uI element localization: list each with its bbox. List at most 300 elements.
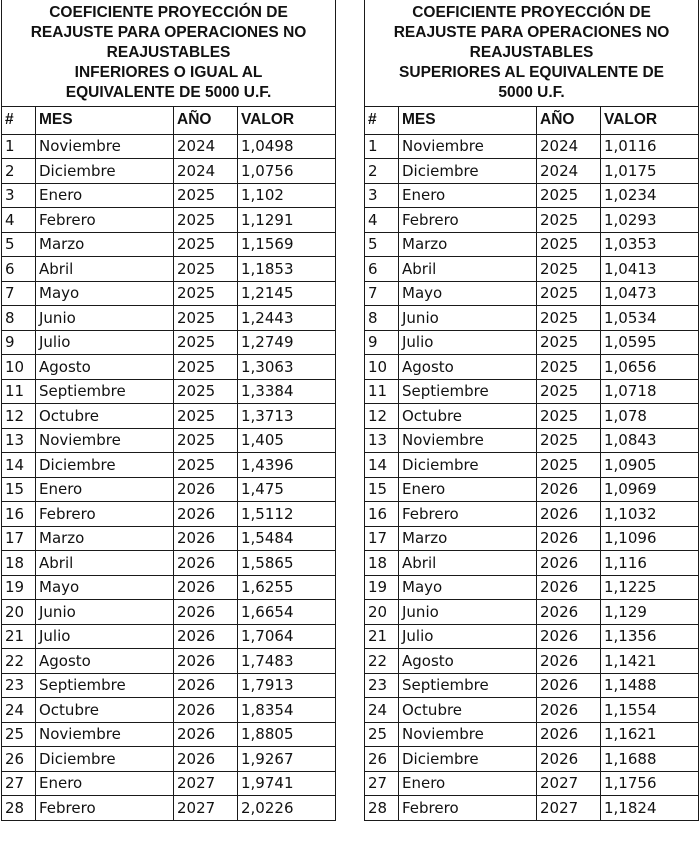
row-month: Diciembre bbox=[399, 747, 537, 772]
right-title-line: COEFICIENTE PROYECCIÓN DE bbox=[412, 3, 651, 21]
header-month: MES bbox=[36, 106, 174, 134]
row-month: Julio bbox=[399, 624, 537, 649]
row-value: 1,1756 bbox=[601, 771, 699, 796]
table-row bbox=[2, 159, 336, 184]
table-row bbox=[2, 355, 336, 380]
table-row bbox=[365, 257, 699, 282]
row-number: 15 bbox=[2, 477, 36, 502]
row-value: 1,2749 bbox=[238, 330, 336, 355]
row-year: 2025 bbox=[174, 404, 238, 429]
table-row bbox=[365, 183, 699, 208]
row-value: 1,0718 bbox=[601, 379, 699, 404]
row-month: Enero bbox=[399, 183, 537, 208]
row-value: 1,5865 bbox=[238, 551, 336, 576]
row-number: 19 bbox=[365, 575, 399, 600]
table-row bbox=[365, 379, 699, 404]
table-row bbox=[365, 134, 699, 159]
row-number: 24 bbox=[2, 698, 36, 723]
row-number: 5 bbox=[2, 232, 36, 257]
row-value: 1,7483 bbox=[238, 649, 336, 674]
row-month: Mayo bbox=[399, 281, 537, 306]
row-year: 2026 bbox=[537, 722, 601, 747]
row-number: 18 bbox=[365, 551, 399, 576]
row-year: 2025 bbox=[174, 257, 238, 282]
row-month: Abril bbox=[399, 257, 537, 282]
row-number: 23 bbox=[2, 673, 36, 698]
row-value: 1,6654 bbox=[238, 600, 336, 625]
row-year: 2026 bbox=[537, 526, 601, 551]
table-row bbox=[365, 526, 699, 551]
table-row bbox=[365, 771, 699, 796]
row-year: 2025 bbox=[174, 428, 238, 453]
left-table-title bbox=[2, 0, 336, 106]
row-value: 1,1225 bbox=[601, 575, 699, 600]
row-number: 8 bbox=[2, 306, 36, 331]
row-number: 28 bbox=[2, 796, 36, 821]
table-row bbox=[2, 796, 336, 821]
row-number: 26 bbox=[2, 747, 36, 772]
table-row bbox=[2, 698, 336, 723]
row-number: 24 bbox=[365, 698, 399, 723]
table-row bbox=[2, 673, 336, 698]
row-value: 1,1488 bbox=[601, 673, 699, 698]
row-year: 2026 bbox=[174, 722, 238, 747]
right-table-body bbox=[365, 134, 699, 820]
table-row bbox=[365, 698, 699, 723]
row-month: Febrero bbox=[36, 208, 174, 233]
row-number: 20 bbox=[365, 600, 399, 625]
row-number: 8 bbox=[365, 306, 399, 331]
table-row bbox=[365, 551, 699, 576]
row-month: Marzo bbox=[36, 232, 174, 257]
header-value: VALOR bbox=[601, 106, 699, 134]
row-year: 2025 bbox=[537, 257, 601, 282]
row-year: 2025 bbox=[537, 208, 601, 233]
row-value: 1,7913 bbox=[238, 673, 336, 698]
left-title-line: INFERIORES O IGUAL AL bbox=[74, 63, 263, 81]
row-number: 25 bbox=[365, 722, 399, 747]
table-row bbox=[2, 649, 336, 674]
table-row bbox=[2, 379, 336, 404]
row-number: 17 bbox=[2, 526, 36, 551]
table-row bbox=[365, 477, 699, 502]
table-row bbox=[365, 502, 699, 527]
row-month: Julio bbox=[399, 330, 537, 355]
row-number: 12 bbox=[365, 404, 399, 429]
row-month: Diciembre bbox=[36, 453, 174, 478]
row-month: Enero bbox=[36, 771, 174, 796]
row-value: 1,8354 bbox=[238, 698, 336, 723]
row-year: 2025 bbox=[174, 208, 238, 233]
row-year: 2026 bbox=[174, 673, 238, 698]
row-year: 2026 bbox=[537, 624, 601, 649]
row-month: Noviembre bbox=[36, 428, 174, 453]
row-year: 2025 bbox=[174, 330, 238, 355]
row-value: 1,0595 bbox=[601, 330, 699, 355]
row-value: 1,0534 bbox=[601, 306, 699, 331]
row-year: 2025 bbox=[537, 306, 601, 331]
row-year: 2024 bbox=[174, 134, 238, 159]
row-month: Octubre bbox=[36, 698, 174, 723]
row-month: Julio bbox=[36, 624, 174, 649]
row-month: Octubre bbox=[36, 404, 174, 429]
header-month: MES bbox=[399, 106, 537, 134]
row-year: 2025 bbox=[537, 379, 601, 404]
row-month: Abril bbox=[36, 257, 174, 282]
row-number: 7 bbox=[365, 281, 399, 306]
row-month: Abril bbox=[36, 551, 174, 576]
row-value: 1,0116 bbox=[601, 134, 699, 159]
row-month: Junio bbox=[36, 306, 174, 331]
row-month: Mayo bbox=[36, 575, 174, 600]
row-number: 9 bbox=[365, 330, 399, 355]
row-value: 1,0756 bbox=[238, 159, 336, 184]
row-value: 1,9267 bbox=[238, 747, 336, 772]
row-number: 3 bbox=[2, 183, 36, 208]
row-month: Octubre bbox=[399, 698, 537, 723]
row-value: 1,9741 bbox=[238, 771, 336, 796]
table-row bbox=[2, 575, 336, 600]
row-number: 22 bbox=[365, 649, 399, 674]
row-value: 1,405 bbox=[238, 428, 336, 453]
row-number: 7 bbox=[2, 281, 36, 306]
table-row bbox=[2, 453, 336, 478]
table-row bbox=[365, 649, 699, 674]
row-year: 2025 bbox=[537, 281, 601, 306]
row-number: 21 bbox=[365, 624, 399, 649]
row-value: 1,0473 bbox=[601, 281, 699, 306]
table-row bbox=[365, 232, 699, 257]
row-year: 2026 bbox=[537, 477, 601, 502]
left-title-line: REAJUSTABLES bbox=[106, 43, 231, 61]
row-month: Febrero bbox=[36, 796, 174, 821]
row-value: 1,1824 bbox=[601, 796, 699, 821]
row-number: 28 bbox=[365, 796, 399, 821]
table-row bbox=[2, 600, 336, 625]
row-year: 2025 bbox=[174, 281, 238, 306]
table-row bbox=[2, 428, 336, 453]
row-value: 1,5112 bbox=[238, 502, 336, 527]
row-value: 1,0656 bbox=[601, 355, 699, 380]
row-year: 2025 bbox=[174, 379, 238, 404]
table-row bbox=[365, 404, 699, 429]
left-title-line: EQUIVALENTE DE 5000 U.F. bbox=[65, 83, 272, 101]
table-row bbox=[365, 428, 699, 453]
row-month: Febrero bbox=[399, 796, 537, 821]
header-value: VALOR bbox=[238, 106, 336, 134]
table-row bbox=[2, 624, 336, 649]
row-year: 2026 bbox=[174, 747, 238, 772]
row-year: 2026 bbox=[537, 551, 601, 576]
table-row bbox=[2, 526, 336, 551]
row-year: 2025 bbox=[537, 330, 601, 355]
row-value: 1,1096 bbox=[601, 526, 699, 551]
row-year: 2025 bbox=[174, 232, 238, 257]
row-number: 11 bbox=[2, 379, 36, 404]
header-year: AÑO bbox=[174, 106, 238, 134]
row-number: 22 bbox=[2, 649, 36, 674]
right-coefficient-table bbox=[364, 0, 699, 821]
row-month: Enero bbox=[399, 477, 537, 502]
left-title-line: REAJUSTE PARA OPERACIONES NO bbox=[30, 23, 307, 41]
row-value: 1,3713 bbox=[238, 404, 336, 429]
row-value: 1,475 bbox=[238, 477, 336, 502]
row-year: 2026 bbox=[174, 502, 238, 527]
header-number: # bbox=[2, 106, 36, 134]
row-number: 27 bbox=[365, 771, 399, 796]
row-value: 1,1291 bbox=[238, 208, 336, 233]
row-year: 2025 bbox=[537, 428, 601, 453]
row-month: Enero bbox=[36, 183, 174, 208]
table-row bbox=[2, 330, 336, 355]
left-header-row bbox=[2, 106, 336, 134]
table-row bbox=[365, 747, 699, 772]
right-title-line: 5000 U.F. bbox=[498, 83, 565, 101]
row-month: Junio bbox=[36, 600, 174, 625]
row-year: 2025 bbox=[537, 355, 601, 380]
row-value: 1,2145 bbox=[238, 281, 336, 306]
table-row bbox=[365, 330, 699, 355]
row-month: Noviembre bbox=[36, 722, 174, 747]
row-value: 1,1569 bbox=[238, 232, 336, 257]
row-number: 10 bbox=[2, 355, 36, 380]
row-month: Agosto bbox=[36, 649, 174, 674]
table-row bbox=[2, 477, 336, 502]
row-value: 1,1421 bbox=[601, 649, 699, 674]
row-number: 18 bbox=[2, 551, 36, 576]
row-value: 1,0413 bbox=[601, 257, 699, 282]
row-value: 1,6255 bbox=[238, 575, 336, 600]
left-title-line: COEFICIENTE PROYECCIÓN DE bbox=[49, 3, 288, 21]
row-value: 1,0969 bbox=[601, 477, 699, 502]
row-year: 2027 bbox=[537, 771, 601, 796]
row-month: Mayo bbox=[36, 281, 174, 306]
row-value: 1,1621 bbox=[601, 722, 699, 747]
row-number: 4 bbox=[365, 208, 399, 233]
row-month: Septiembre bbox=[36, 673, 174, 698]
table-row bbox=[365, 796, 699, 821]
right-title-line: SUPERIORES AL EQUIVALENTE DE bbox=[399, 63, 665, 81]
row-value: 1,1356 bbox=[601, 624, 699, 649]
table-row bbox=[365, 306, 699, 331]
right-title-line: REAJUSTE PARA OPERACIONES NO bbox=[393, 23, 670, 41]
row-value: 1,1853 bbox=[238, 257, 336, 282]
row-number: 20 bbox=[2, 600, 36, 625]
table-row bbox=[365, 281, 699, 306]
table-row bbox=[365, 575, 699, 600]
row-number: 19 bbox=[2, 575, 36, 600]
row-year: 2025 bbox=[537, 232, 601, 257]
header-year: AÑO bbox=[537, 106, 601, 134]
row-value: 1,3384 bbox=[238, 379, 336, 404]
row-number: 17 bbox=[365, 526, 399, 551]
row-month: Diciembre bbox=[36, 159, 174, 184]
row-year: 2027 bbox=[537, 796, 601, 821]
table-row bbox=[2, 722, 336, 747]
row-month: Diciembre bbox=[399, 453, 537, 478]
row-number: 25 bbox=[2, 722, 36, 747]
row-year: 2026 bbox=[537, 575, 601, 600]
row-year: 2027 bbox=[174, 771, 238, 796]
row-value: 1,3063 bbox=[238, 355, 336, 380]
row-year: 2025 bbox=[174, 306, 238, 331]
row-year: 2024 bbox=[174, 159, 238, 184]
row-month: Febrero bbox=[36, 502, 174, 527]
row-year: 2026 bbox=[537, 673, 601, 698]
row-year: 2027 bbox=[174, 796, 238, 821]
table-row bbox=[2, 183, 336, 208]
right-header-row bbox=[365, 106, 699, 134]
row-month: Diciembre bbox=[36, 747, 174, 772]
row-number: 1 bbox=[365, 134, 399, 159]
row-number: 23 bbox=[365, 673, 399, 698]
row-number: 21 bbox=[2, 624, 36, 649]
header-number: # bbox=[365, 106, 399, 134]
row-month: Mayo bbox=[399, 575, 537, 600]
row-month: Septiembre bbox=[399, 379, 537, 404]
row-month: Agosto bbox=[399, 355, 537, 380]
row-year: 2024 bbox=[537, 159, 601, 184]
row-value: 1,5484 bbox=[238, 526, 336, 551]
table-row bbox=[2, 134, 336, 159]
table-row bbox=[2, 306, 336, 331]
row-value: 1,116 bbox=[601, 551, 699, 576]
row-value: 1,1688 bbox=[601, 747, 699, 772]
row-value: 1,4396 bbox=[238, 453, 336, 478]
row-month: Septiembre bbox=[36, 379, 174, 404]
row-month: Febrero bbox=[399, 208, 537, 233]
row-month: Febrero bbox=[399, 502, 537, 527]
row-number: 3 bbox=[365, 183, 399, 208]
row-value: 1,078 bbox=[601, 404, 699, 429]
row-month: Noviembre bbox=[399, 428, 537, 453]
row-value: 1,1554 bbox=[601, 698, 699, 723]
row-number: 2 bbox=[365, 159, 399, 184]
table-row bbox=[2, 281, 336, 306]
row-value: 1,102 bbox=[238, 183, 336, 208]
row-month: Agosto bbox=[36, 355, 174, 380]
row-year: 2025 bbox=[537, 183, 601, 208]
row-year: 2026 bbox=[537, 747, 601, 772]
table-row bbox=[2, 257, 336, 282]
row-month: Marzo bbox=[399, 232, 537, 257]
row-month: Octubre bbox=[399, 404, 537, 429]
row-number: 10 bbox=[365, 355, 399, 380]
row-number: 15 bbox=[365, 477, 399, 502]
row-year: 2025 bbox=[174, 183, 238, 208]
right-title-line: REAJUSTABLES bbox=[469, 43, 594, 61]
row-month: Julio bbox=[36, 330, 174, 355]
row-month: Marzo bbox=[399, 526, 537, 551]
row-value: 1,0353 bbox=[601, 232, 699, 257]
table-row bbox=[2, 771, 336, 796]
row-number: 2 bbox=[2, 159, 36, 184]
row-year: 2026 bbox=[174, 600, 238, 625]
row-year: 2026 bbox=[537, 698, 601, 723]
row-month: Enero bbox=[399, 771, 537, 796]
table-row bbox=[2, 208, 336, 233]
left-coefficient-table bbox=[1, 0, 336, 821]
row-number: 9 bbox=[2, 330, 36, 355]
row-number: 5 bbox=[365, 232, 399, 257]
row-number: 12 bbox=[2, 404, 36, 429]
row-value: 1,0175 bbox=[601, 159, 699, 184]
row-value: 1,8805 bbox=[238, 722, 336, 747]
row-value: 1,2443 bbox=[238, 306, 336, 331]
table-row bbox=[2, 747, 336, 772]
row-year: 2025 bbox=[174, 453, 238, 478]
row-value: 1,0293 bbox=[601, 208, 699, 233]
row-year: 2026 bbox=[174, 649, 238, 674]
row-year: 2025 bbox=[537, 404, 601, 429]
row-year: 2026 bbox=[537, 502, 601, 527]
table-row bbox=[365, 355, 699, 380]
right-table-title bbox=[365, 0, 699, 106]
row-number: 16 bbox=[2, 502, 36, 527]
row-number: 1 bbox=[2, 134, 36, 159]
row-year: 2026 bbox=[174, 698, 238, 723]
row-month: Septiembre bbox=[399, 673, 537, 698]
row-value: 2,0226 bbox=[238, 796, 336, 821]
row-year: 2025 bbox=[537, 453, 601, 478]
row-year: 2026 bbox=[174, 477, 238, 502]
row-number: 4 bbox=[2, 208, 36, 233]
row-year: 2026 bbox=[174, 575, 238, 600]
row-value: 1,7064 bbox=[238, 624, 336, 649]
row-number: 16 bbox=[365, 502, 399, 527]
row-value: 1,0843 bbox=[601, 428, 699, 453]
table-row bbox=[365, 673, 699, 698]
row-number: 27 bbox=[2, 771, 36, 796]
row-value: 1,0234 bbox=[601, 183, 699, 208]
row-number: 14 bbox=[365, 453, 399, 478]
table-row bbox=[365, 600, 699, 625]
row-month: Diciembre bbox=[399, 159, 537, 184]
row-number: 14 bbox=[2, 453, 36, 478]
table-row bbox=[365, 624, 699, 649]
row-number: 6 bbox=[365, 257, 399, 282]
table-row bbox=[365, 159, 699, 184]
row-month: Noviembre bbox=[399, 722, 537, 747]
row-month: Enero bbox=[36, 477, 174, 502]
table-row bbox=[2, 551, 336, 576]
row-year: 2026 bbox=[537, 600, 601, 625]
row-value: 1,129 bbox=[601, 600, 699, 625]
row-year: 2025 bbox=[174, 355, 238, 380]
row-month: Agosto bbox=[399, 649, 537, 674]
row-year: 2026 bbox=[174, 624, 238, 649]
row-year: 2026 bbox=[537, 649, 601, 674]
row-number: 6 bbox=[2, 257, 36, 282]
row-month: Noviembre bbox=[399, 134, 537, 159]
table-row bbox=[2, 404, 336, 429]
row-month: Noviembre bbox=[36, 134, 174, 159]
table-row bbox=[365, 722, 699, 747]
table-row bbox=[365, 453, 699, 478]
row-value: 1,0905 bbox=[601, 453, 699, 478]
row-number: 11 bbox=[365, 379, 399, 404]
row-year: 2026 bbox=[174, 551, 238, 576]
row-month: Marzo bbox=[36, 526, 174, 551]
row-year: 2026 bbox=[174, 526, 238, 551]
row-month: Junio bbox=[399, 600, 537, 625]
row-month: Junio bbox=[399, 306, 537, 331]
row-number: 13 bbox=[365, 428, 399, 453]
row-month: Abril bbox=[399, 551, 537, 576]
table-row bbox=[2, 502, 336, 527]
row-value: 1,1032 bbox=[601, 502, 699, 527]
row-number: 13 bbox=[2, 428, 36, 453]
